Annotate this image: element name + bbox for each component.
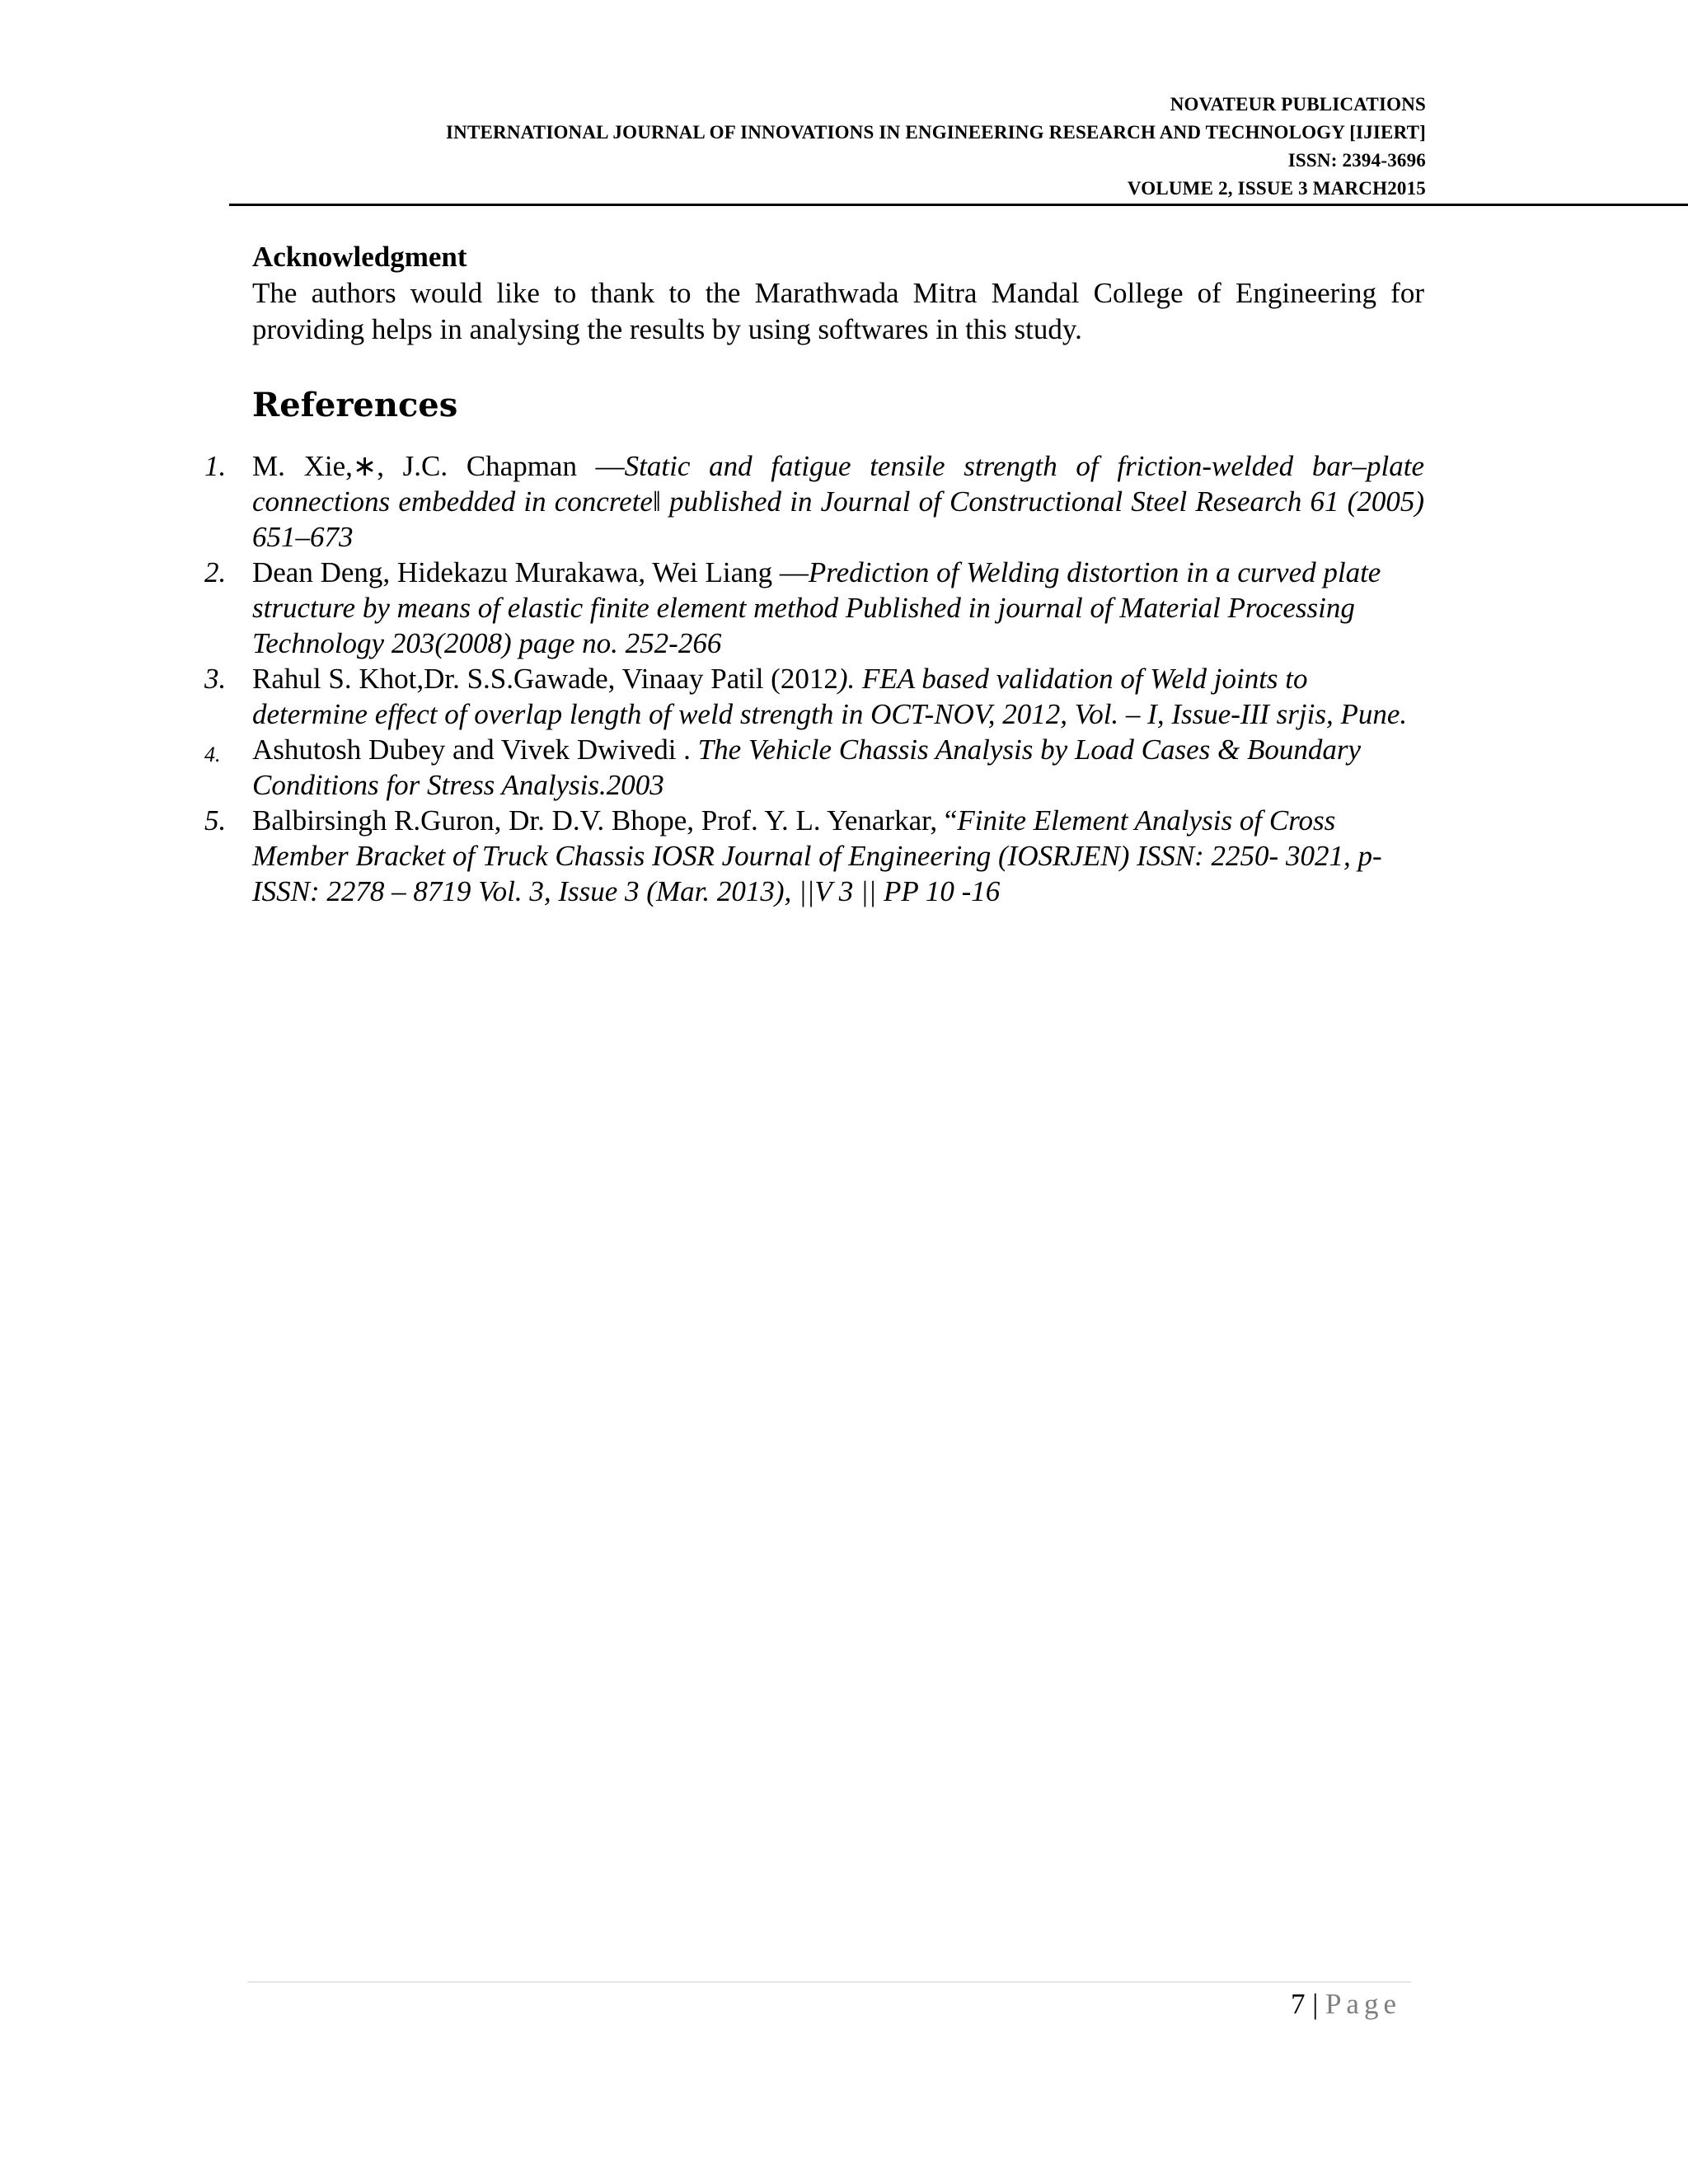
acknowledgment-text: The authors would like to thank to the Marathwada Mitra Mandal College of Engineering for providing helps in analysing the results by using softwares in this study.	[252, 277, 1424, 345]
reference-number: 5.	[204, 804, 227, 837]
reference-title: Prediction of Welding distortion in a curved plate structure by means of elastic finite element method Published in journal of Material Processing Technology 203(2008) page no. 252-266	[252, 556, 1381, 659]
references-heading: References	[252, 386, 458, 424]
reference-item-4	[204, 732, 1424, 803]
page-header	[446, 91, 1426, 203]
reference-number: 2.	[204, 556, 227, 588]
page-content	[204, 239, 1424, 909]
issn-line: ISSN: 2394-3696	[1287, 150, 1426, 171]
references-list	[204, 448, 1424, 909]
page-label: Page	[1325, 1988, 1401, 2020]
reference-authors: Ashutosh Dubey and Vivek Dwivedi .	[252, 733, 698, 766]
reference-item-3	[204, 661, 1424, 732]
reference-item-2	[204, 555, 1424, 661]
reference-number: 3.	[204, 663, 227, 695]
publisher-name: NOVATEUR PUBLICATIONS	[1170, 94, 1426, 115]
reference-title: Static and fatigue tensile strength of friction-welded bar–plate connections embedded in concrete‖ published in Journal of Constructional Steel Research 61 (2005) 651–673	[252, 450, 1424, 553]
page-number: 7	[1290, 1988, 1306, 2020]
header-divider	[229, 204, 1688, 206]
reference-authors: Dean Deng, Hidekazu Murakawa, Wei Liang —	[252, 556, 809, 588]
reference-authors: M. Xie,∗, J.C. Chapman —	[252, 450, 625, 482]
volume-line: VOLUME 2, ISSUE 3 MARCH2015	[1127, 178, 1426, 199]
reference-item-5	[204, 803, 1424, 909]
page-footer	[1291, 1986, 1401, 2022]
reference-title: Finite Element Analysis of Cross Member Bracket of Truck Chassis IOSR Journal of Engineering (IOSRJEN) ISSN: 2250- 3021, p-ISSN: 2278 – 8719 Vol. 3, Issue 3 (Mar. 2013), ||V 3 || PP 10 -16	[252, 804, 1382, 907]
journal-name: INTERNATIONAL JOURNAL OF INNOVATIONS IN ENGINEERING RESEARCH AND TECHNOLOGY [IJIERT]	[446, 122, 1426, 143]
reference-authors: Rahul S. Khot,Dr. S.S.Gawade, Vinaay Patil (2012	[252, 663, 838, 695]
reference-number: 1.	[204, 450, 227, 482]
reference-item-1	[204, 448, 1424, 555]
page-separator: |	[1305, 1988, 1325, 2020]
reference-number: 4.	[204, 743, 221, 766]
reference-title: ). FEA based validation of Weld joints to determine effect of overlap length of weld strength in OCT-NOV, 2012, Vol. – I, Issue-III srjis, Pune.	[252, 663, 1408, 730]
footer-divider	[247, 1981, 1411, 1983]
reference-title: The Vehicle Chassis Analysis by Load Cases & Boundary Conditions for Stress Analysis.2003	[252, 733, 1362, 801]
acknowledgment-heading: Acknowledgment	[252, 241, 467, 273]
reference-authors: Balbirsingh R.Guron, Dr. D.V. Bhope, Prof. Y. L. Yenarkar, “	[252, 804, 958, 837]
